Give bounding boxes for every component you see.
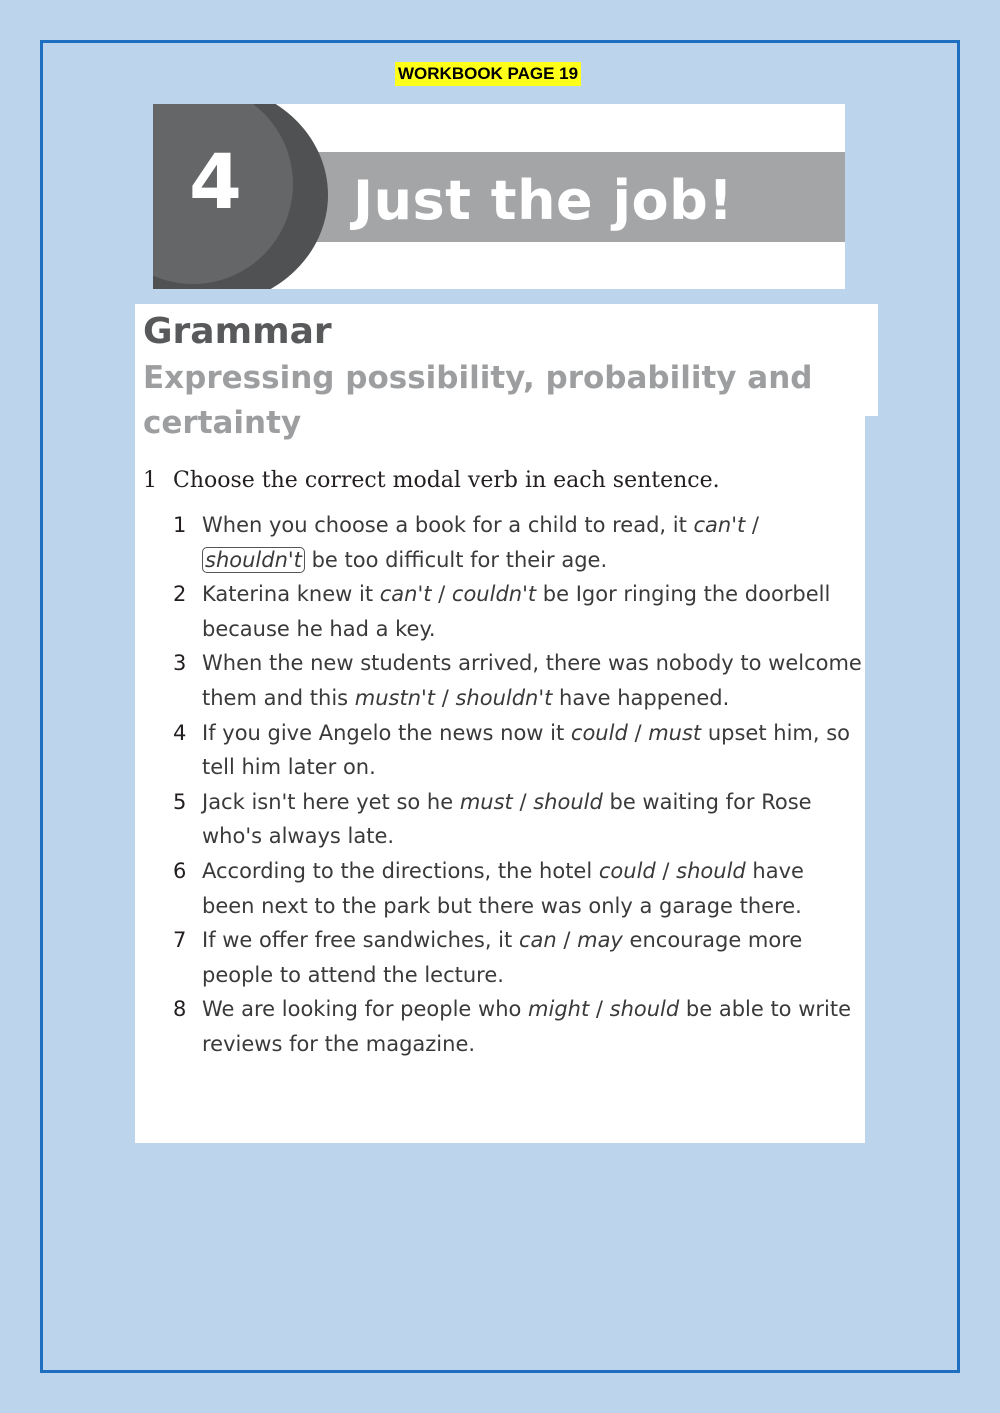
list-item: 3 When the new students arrived, there was nobody to welcome them and this mustn't / shouldn't have happened. [143,646,862,715]
modal-option[interactable]: mustn't [354,685,436,710]
modal-option[interactable]: must [459,789,513,814]
modal-option[interactable]: can [518,928,557,953]
section-title: Grammar [143,311,332,352]
list-item: 2 Katerina knew it can't / couldn't be Igor ringing the doorbell because he had a key. [143,577,862,646]
item-number: 2 [173,582,187,607]
item-number: 8 [173,997,187,1022]
exercise-items [143,508,873,1062]
modal-option[interactable]: may [577,928,623,953]
item-number: 7 [173,928,187,953]
exercise-instruction [143,466,873,496]
modal-option[interactable]: could [598,858,656,883]
modal-option[interactable]: can't [379,582,432,607]
modal-option[interactable]: must [648,720,702,745]
exercise-number: 1 [143,468,157,493]
list-item: 1 When you choose a book for a child to read, it can't / shouldn't be too difficult for their age. [143,508,862,577]
modal-option[interactable]: might [528,997,590,1022]
item-number: 6 [173,858,187,883]
grammar-section [143,308,873,1062]
modal-option[interactable]: shouldn't [455,685,553,710]
modal-option[interactable]: could [570,720,628,745]
modal-option[interactable]: should [609,997,680,1022]
list-item: 7 If we offer free sandwiches, it can / may encourage more people to attend the lecture. [143,923,862,992]
unit-title: Just the job! [353,169,734,232]
item-number: 1 [173,513,187,537]
exercise-instruction-text: Choose the correct modal verb in each sentence. [173,468,720,493]
unit-banner [153,104,845,289]
modal-option[interactable]: should [533,789,603,814]
list-item: 5 Jack isn't here yet so he must / should be waiting for Rose who's always late. [143,785,862,854]
item-number: 4 [173,720,187,745]
modal-option[interactable]: couldn't [451,582,537,607]
item-number: 3 [173,651,187,676]
workbook-page-label: WORKBOOK PAGE 19 [395,62,581,86]
section-subtitle: Expressing possibility, probability and certainty [143,360,813,441]
list-item: 8 We are looking for people who might / should be able to write reviews for the magazine. [143,992,862,1061]
item-number: 5 [173,789,187,814]
modal-option-selected[interactable]: shouldn't [202,547,305,573]
unit-number: 4 [189,137,242,226]
list-item: 6 According to the directions, the hotel could / should have been next to the park but there was only a garage there. [143,854,862,923]
list-item: 4 If you give Angelo the news now it could / must upset him, so tell him later on. [143,716,862,785]
modal-option[interactable]: can't [693,513,746,537]
modal-option[interactable]: should [676,858,746,883]
